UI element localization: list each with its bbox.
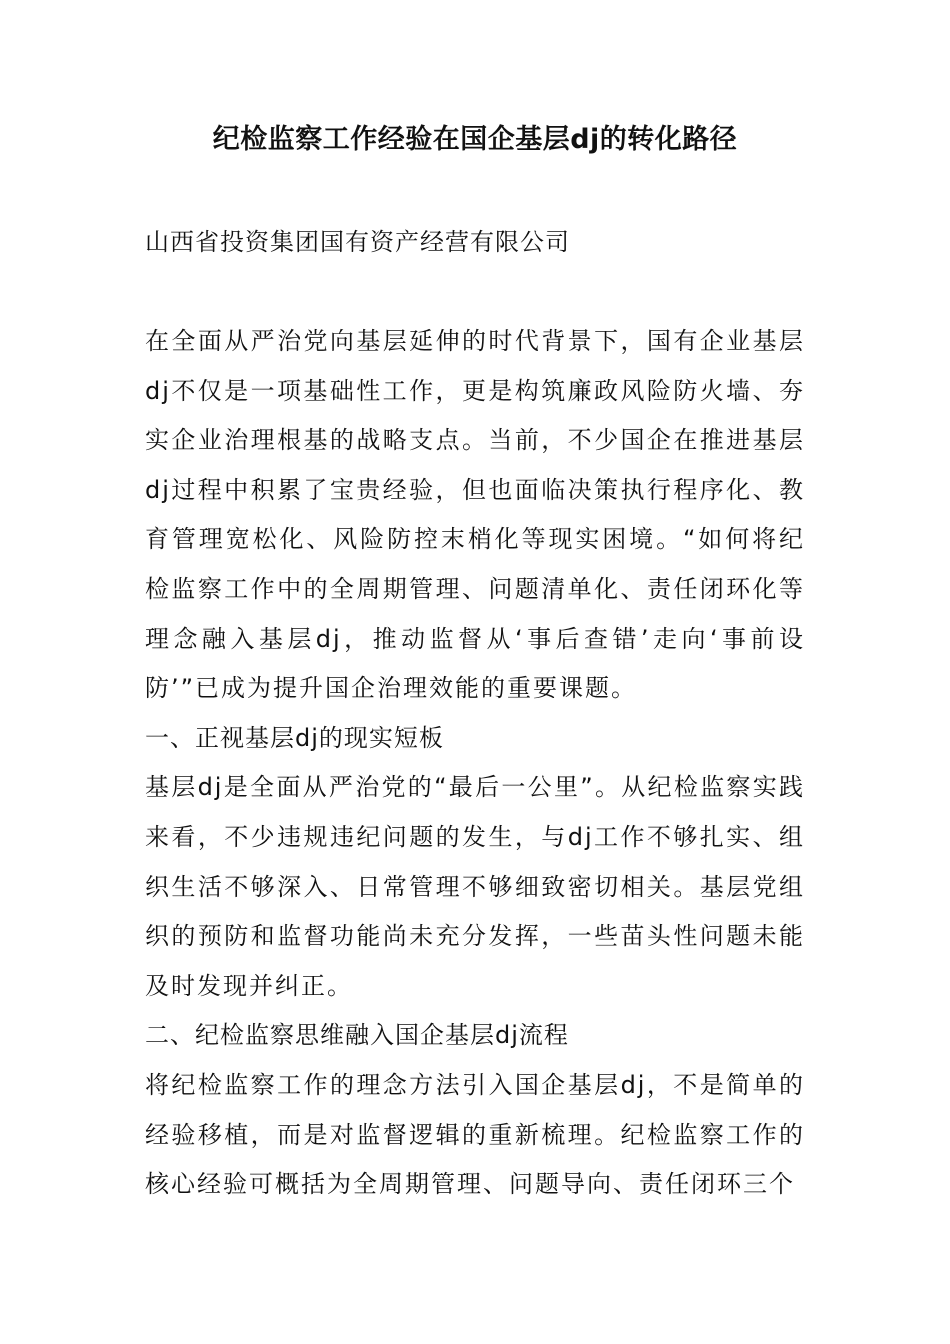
section-2-heading: 二、纪检监察思维融入国企基层dj流程 — [145, 1021, 569, 1050]
section-2-paragraph: 将纪检监察工作的理念方法引入国企基层dj，不是简单的经验移植，而是对监督逻辑的重新梳理。纪检监察工作的核心经验可概括为全周期管理、问题导向、责任闭环三个 — [145, 1070, 805, 1199]
section-1-heading: 一、正视基层dj的现实短板 — [145, 723, 444, 752]
section-1-paragraph: 基层dj是全面从严治党的“最后一公里”。从纪检监察实践来看，不少违规违纪问题的发生，与dj工作不够扎实、组织生活不够深入、日常管理不够细致密切相关。基层党组织的预防和监督功能尚未充分发挥，一些苗头性问题未能及时发现并纠正。 — [145, 773, 805, 1000]
document-title: 纪检监察工作经验在国企基层dj的转化路径 — [212, 124, 738, 155]
intro-paragraph: 在全面从严治党向基层延伸的时代背景下，国有企业基层dj不仅是一项基础性工作，更是构筑廉政风险防火墙、夯实企业治理根基的战略支点。当前，不少国企在推进基层dj过程中积累了宝贵经验，但也面临决策执行程序化、教育管理宽松化、风险防控末梢化等现实困境。“如何将纪检监察工作中的全周期管理、问题清单化、责任闭环化等理念融入基层dj，推动监督从‘事后查错’走向‘事前设防’”已成为提升国企治理效能的重要课题。 — [145, 327, 805, 703]
document-body — [145, 317, 805, 1210]
organization-name: 山西省投资集团国有资产经营有限公司 — [145, 228, 570, 256]
